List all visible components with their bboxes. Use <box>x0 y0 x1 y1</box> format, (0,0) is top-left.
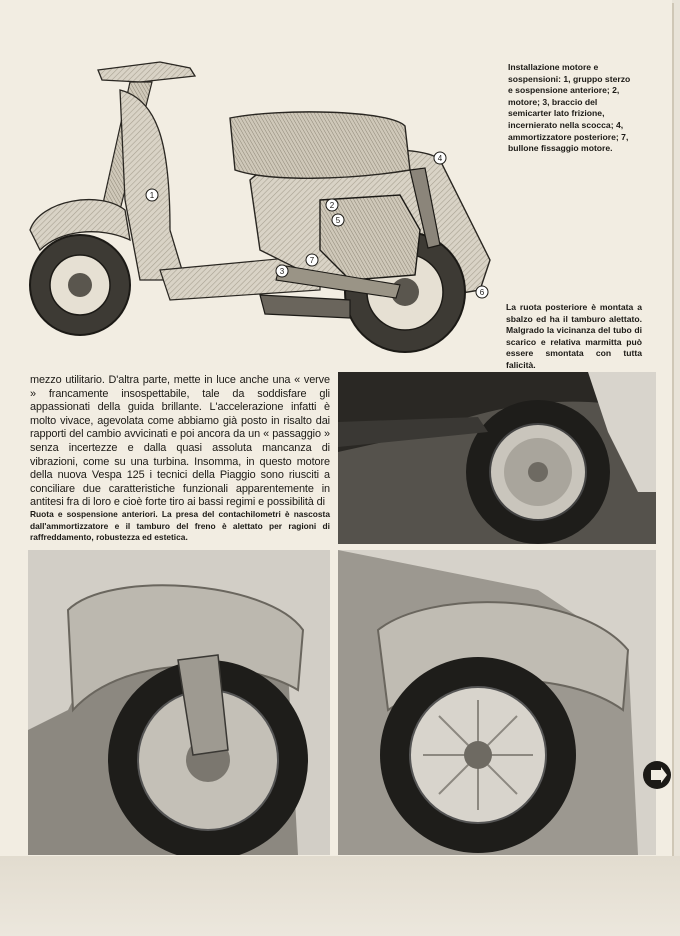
label-6: 6 <box>479 288 485 297</box>
label-2: 2 <box>329 201 335 210</box>
photo-rear-wheel <box>338 372 656 544</box>
label-3: 3 <box>279 267 285 276</box>
article-body-text: mezzo utilitario. D'altra parte, mette in luce anche una « verve » francamente insospettabile, tale da soddisfare gli appassionati della guida brillante. L'accelerazione infatti è molto vivace, agevolata come abbiamo già posto in risalto dai rapporti del cambio avvicinati e poi ancora da un « passaggio » senza incertezze e dalla quasi assoluta mancanza di vibrazioni, come su una turbina. Insomma, in questo motore della nuova Vespa 125 i tecnici della Piaggio sono riusciti a conciliare due caratteristiche funzionali apparentemente in antitesi fra di loro e cioè forte tiro ai bassi regimi e possibilità di <box>30 374 330 509</box>
label-5: 5 <box>335 216 341 225</box>
next-page-arrow-icon <box>642 760 672 790</box>
label-1: 1 <box>149 191 155 200</box>
page-edge-shadow <box>0 856 680 936</box>
label-4: 4 <box>437 154 443 163</box>
label-7: 7 <box>309 256 315 265</box>
caption-ruota-posteriore: La ruota posteriore è montata a sbalzo ed ha il tamburo alettato. Malgrado la vicinanza del tubo di scarico e relativa marmitta può essere smontata con tutta falicità. <box>506 302 642 370</box>
caption-installazione: Installazione motore e sospensioni: 1, gruppo sterzo e sospensione anteriore; 2, motore; 3, braccio del semicarter lato frizione, incernierato nella scocca; 4, ammortizzatore posteriore; 7, bullone fissaggio motore. <box>508 62 631 154</box>
photo-front-wheel-shock <box>28 550 330 855</box>
caption-ruota-anteriore: Ruota e sospensione anteriori. La presa del contachilometri è nascosta dall'ammortizzatore e il tamburo del freno è alettato per ragioni di raffreddamento, robustezza ed estetica. <box>30 509 330 542</box>
photo-front-wheel-drum <box>338 550 656 855</box>
scooter-cutaway-illustration <box>20 30 510 365</box>
